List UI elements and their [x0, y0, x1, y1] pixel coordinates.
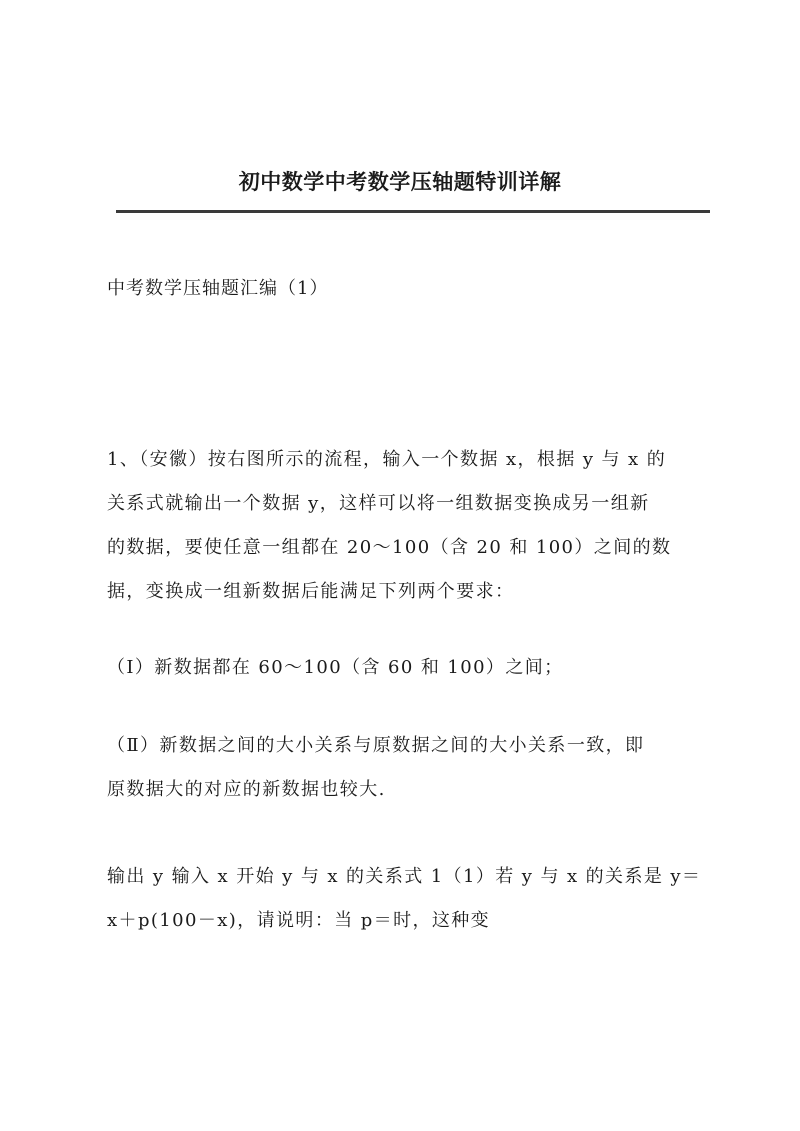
section-heading: 中考数学压轴题汇编（1） — [107, 278, 329, 299]
paragraph-line: 的数据，要使任意一组都在 20～100（含 20 和 100）之间的数 — [107, 537, 672, 558]
requirement-1 — [107, 646, 707, 690]
question-paragraph — [107, 855, 707, 943]
title-divider — [116, 210, 710, 213]
paragraph-line: 输出 y 输入 x 开始 y 与 x 的关系式 1（1）若 y 与 x 的关系是 y＝ — [107, 866, 702, 887]
paragraph-line: 1、（安徽）按右图所示的流程，输入一个数据 x，根据 y 与 x 的 — [107, 449, 667, 470]
paragraph-line: （Ⅰ）新数据都在 60～100（含 60 和 100）之间； — [107, 657, 564, 678]
problem-paragraph-1 — [107, 438, 707, 614]
paragraph-line: 原数据大的对应的新数据也较大. — [107, 779, 386, 800]
document-title: 初中数学中考数学压轴题特训详解 — [238, 169, 562, 194]
paragraph-line: 关系式就输出一个数据 y，这样可以将一组数据变换成另一组新 — [107, 493, 650, 514]
paragraph-line: （Ⅱ）新数据之间的大小关系与原数据之间的大小关系一致，即 — [107, 735, 645, 756]
paragraph-line: 据，变换成一组新数据后能满足下列两个要求： — [107, 581, 515, 602]
paragraph-line: x＋p(100－x)，请说明：当 p＝时，这种变 — [107, 910, 491, 931]
requirement-2 — [107, 724, 707, 812]
